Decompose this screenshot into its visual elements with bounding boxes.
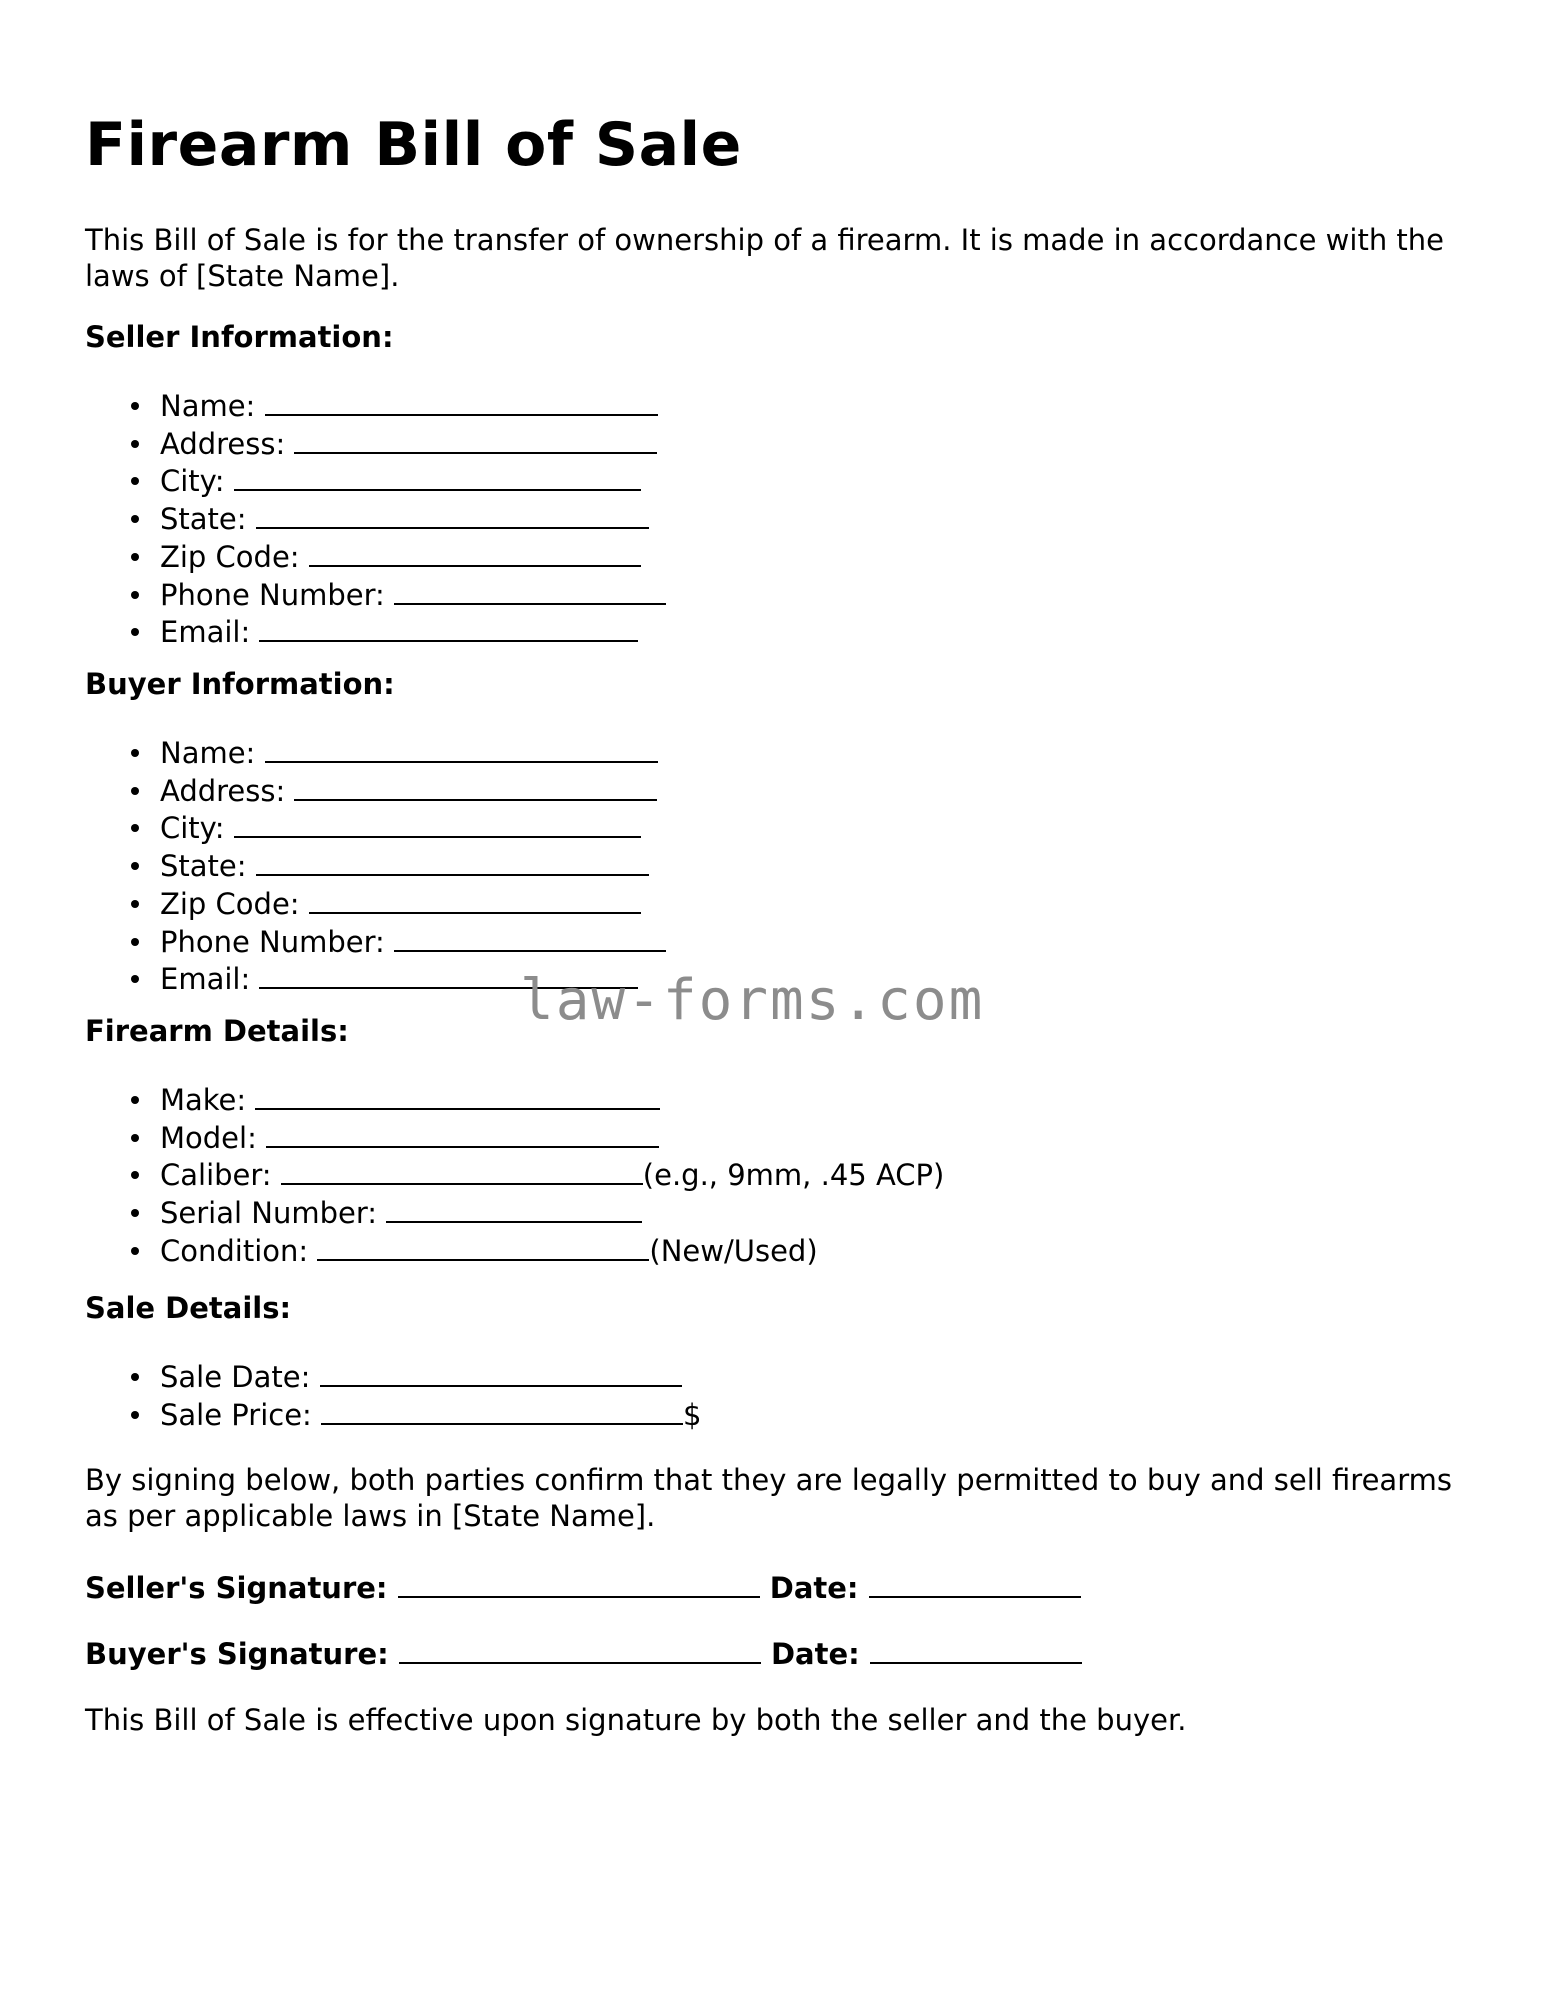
caliber-hint: (e.g., 9mm, .45 ACP) (642, 1158, 945, 1193)
seller-phone-item (160, 576, 666, 614)
field-label: Address: (160, 426, 286, 461)
field-label: Phone Number: (160, 577, 385, 612)
field-label: State: (160, 502, 247, 537)
buyer-phone-blank[interactable] (394, 923, 666, 952)
sale-heading: Sale Details: (85, 1291, 292, 1325)
field-label: Make: (160, 1083, 247, 1117)
sale-price-item (160, 1396, 701, 1434)
seller-city-blank[interactable] (234, 462, 641, 491)
seller-date-blank[interactable] (869, 1569, 1081, 1598)
condition-hint: (New/Used) (649, 1233, 818, 1268)
seller-state-item (160, 500, 666, 538)
field-label: Name: (160, 389, 256, 423)
buyer-name-blank[interactable] (265, 734, 658, 763)
field-label: State: (160, 849, 247, 884)
buyer-address-blank[interactable] (294, 772, 657, 801)
buyer-date-label: Date: (770, 1637, 860, 1671)
firearm-caliber-blank[interactable] (281, 1156, 643, 1185)
buyer-heading: Buyer Information: (85, 667, 395, 701)
buyer-signature-row (85, 1635, 1082, 1672)
seller-signature-label: Seller's Signature: (85, 1571, 388, 1605)
confirmation-paragraph: By signing below, both parties confirm that they are legally permitted to buy and sell firearms as per applicable laws in [State Name]. (85, 1463, 1452, 1533)
field-label: Zip Code: (160, 539, 300, 574)
buyer-zip-blank[interactable] (309, 885, 641, 914)
watermark: law-forms.com (520, 968, 985, 1033)
seller-phone-blank[interactable] (394, 576, 666, 605)
seller-signature-row (85, 1569, 1081, 1606)
seller-signature-blank[interactable] (398, 1569, 760, 1598)
field-label: Sale Date: (160, 1360, 311, 1394)
seller-email-item (160, 613, 666, 651)
firearm-caliber-item (160, 1156, 944, 1194)
buyer-fields (85, 734, 666, 998)
buyer-name-item (160, 734, 666, 772)
seller-date-label: Date: (769, 1571, 859, 1605)
firearm-serial-blank[interactable] (386, 1194, 642, 1223)
firearm-heading: Firearm Details: (85, 1014, 349, 1048)
field-label: City: (160, 811, 225, 846)
field-label: Email: (160, 615, 251, 650)
buyer-city-item (160, 809, 666, 847)
sale-price-blank[interactable] (321, 1396, 683, 1425)
seller-heading: Seller Information: (85, 320, 394, 354)
seller-address-blank[interactable] (294, 425, 657, 454)
seller-city-item (160, 462, 666, 500)
firearm-model-blank[interactable] (266, 1119, 659, 1148)
seller-name-item (160, 387, 666, 425)
document-title: Firearm Bill of Sale (85, 110, 742, 180)
buyer-signature-blank[interactable] (399, 1635, 761, 1664)
seller-state-blank[interactable] (256, 500, 649, 529)
footer-paragraph: This Bill of Sale is effective upon signature by both the seller and the buyer. (85, 1703, 1187, 1737)
buyer-state-item (160, 847, 666, 885)
field-label: Model: (160, 1120, 257, 1155)
firearm-condition-item (160, 1232, 944, 1270)
sale-date-item (160, 1358, 701, 1396)
seller-fields (85, 387, 666, 651)
field-label: Email: (160, 962, 251, 997)
sale-fields (85, 1358, 701, 1433)
field-label: Condition: (160, 1233, 309, 1268)
buyer-phone-item (160, 923, 666, 961)
seller-name-blank[interactable] (265, 387, 658, 416)
intro-paragraph: This Bill of Sale is for the transfer of ownership of a firearm. It is made in accordance with the laws of [State Name]. (85, 223, 1445, 293)
buyer-address-item (160, 772, 666, 810)
firearm-condition-blank[interactable] (317, 1232, 649, 1261)
price-suffix: $ (683, 1397, 702, 1432)
firearm-fields (85, 1081, 944, 1270)
field-label: Address: (160, 773, 286, 808)
buyer-zip-item (160, 885, 666, 923)
buyer-date-blank[interactable] (870, 1635, 1082, 1664)
field-label: Phone Number: (160, 924, 385, 959)
seller-zip-item (160, 538, 666, 576)
buyer-state-blank[interactable] (256, 847, 649, 876)
field-label: Zip Code: (160, 886, 300, 921)
firearm-make-blank[interactable] (255, 1081, 660, 1110)
field-label: Caliber: (160, 1158, 272, 1193)
field-label: City: (160, 464, 225, 499)
firearm-make-item (160, 1081, 944, 1119)
firearm-model-item (160, 1119, 944, 1157)
field-label: Name: (160, 736, 256, 770)
sale-date-blank[interactable] (320, 1358, 682, 1387)
field-label: Serial Number: (160, 1196, 378, 1231)
buyer-signature-label: Buyer's Signature: (85, 1637, 389, 1671)
buyer-city-blank[interactable] (234, 809, 641, 838)
seller-email-blank[interactable] (259, 613, 638, 642)
seller-zip-blank[interactable] (309, 538, 641, 567)
field-label: Sale Price: (160, 1397, 312, 1432)
firearm-serial-item (160, 1194, 944, 1232)
seller-address-item (160, 425, 666, 463)
